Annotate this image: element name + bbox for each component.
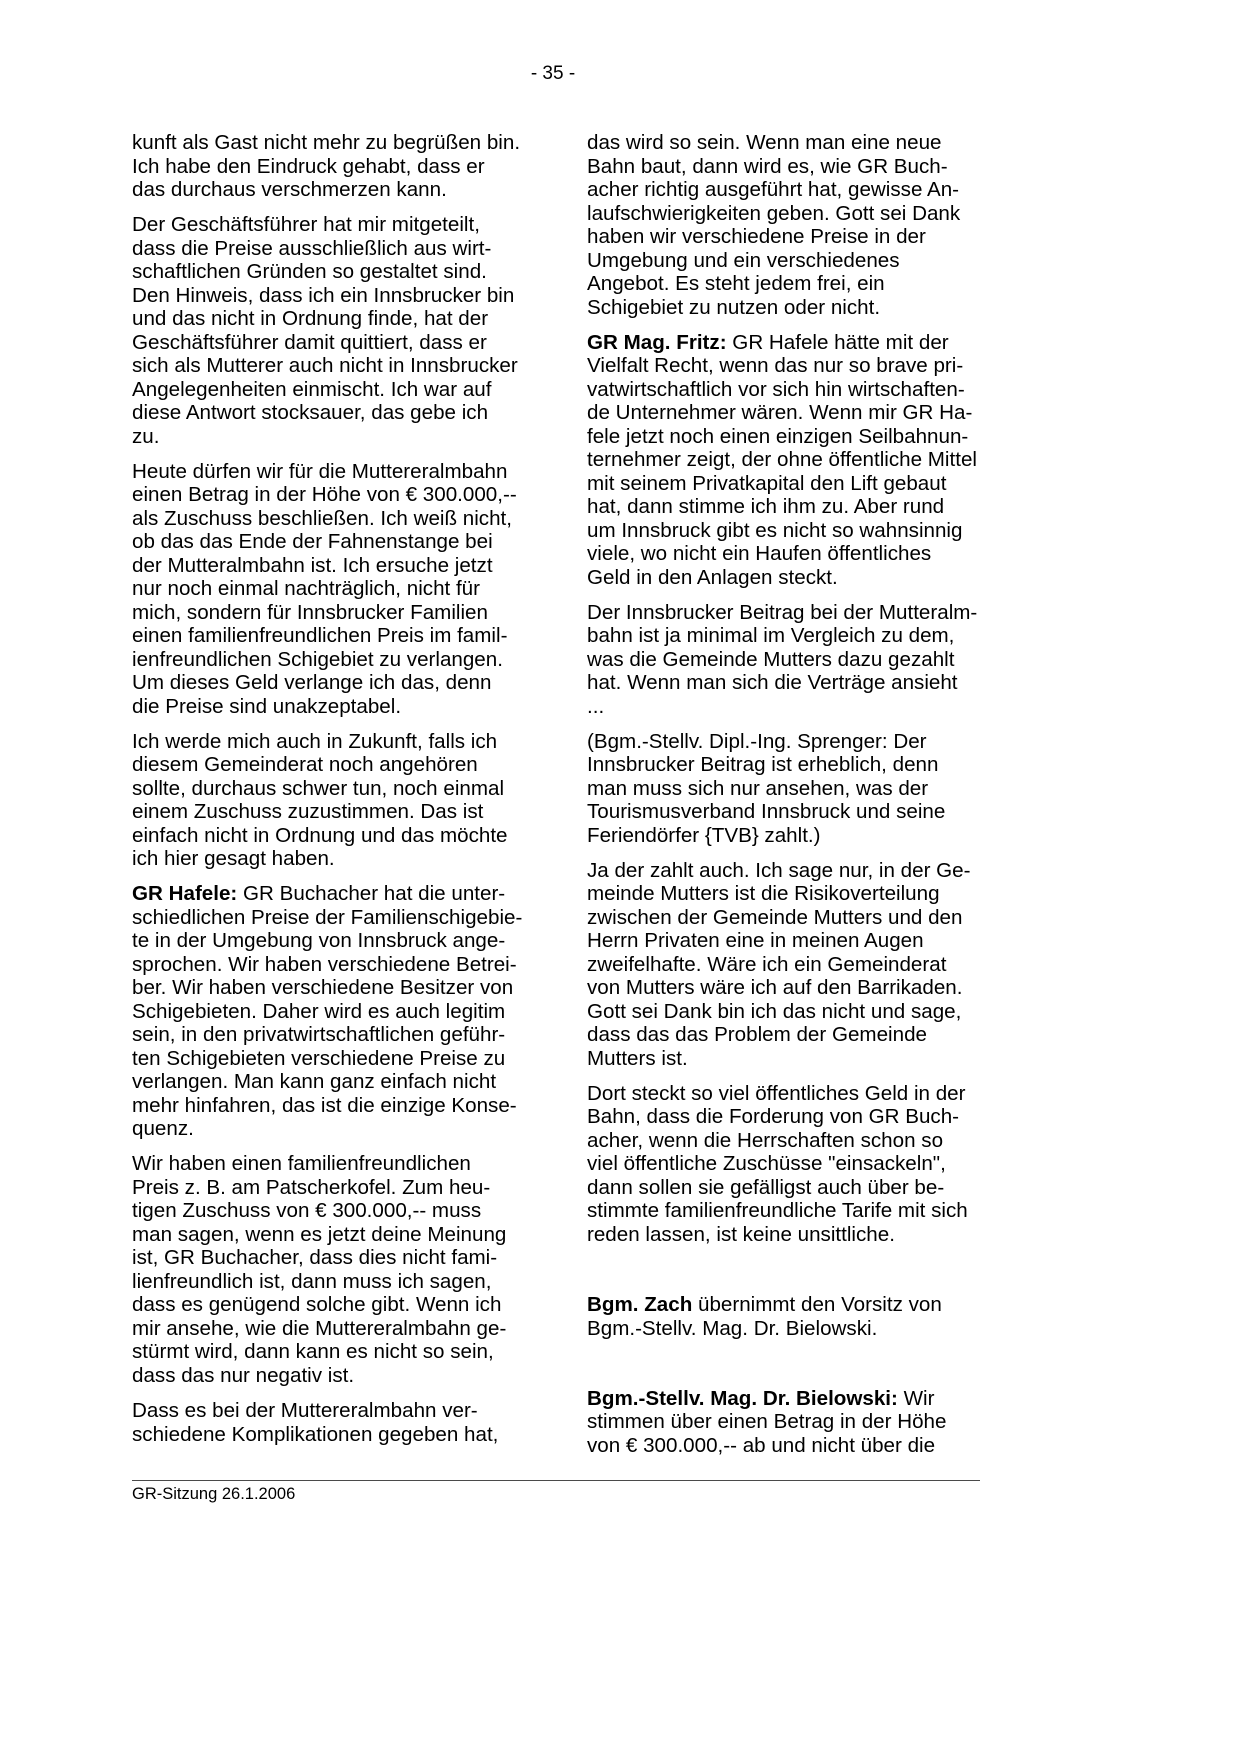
speaker-paragraph [587, 1352, 997, 1458]
right-column [587, 131, 997, 1469]
body-paragraph: Heute dürfen wir für die Muttereralmbahn einen Betrag in der Höhe von € 300.000,-- als Zuschuss beschließen. Ich weiß nicht, ob das das Ende der Fahnenstange bei der Mutteralmbahn ist. Ich ersuche jetzt nur noch einmal nachträglich, nicht für mich, sondern für Innsbrucker Familien einen familienfreundlichen Preis im famil- ienfreundlichen Schigebiet zu verlangen. Um dieses Geld verlange ich das, denn die Preise sind unakzeptabel. [132, 459, 517, 718]
page-number: - 35 - [530, 63, 576, 84]
footer-divider [132, 1480, 980, 1481]
speaker-paragraph [132, 882, 542, 1141]
paragraph-text: GR Buchacher hat die unter- schiedlichen Preise der Familienschigebie- te in der Umgebung von Innsbruck ange- sprochen. Wir haben verschiedene Betrei- ber. Wir haben verschiedene Besitzer von Schigebieten. Daher wird es auch legitim sein, in den privatwirtschaftlichen geführ- ten Schigebieten verschiedene Preise zu verlangen. Man kann ganz einfach nicht mehr hinfahren, das ist die einzige Konse- quenz. [132, 882, 523, 1141]
chair-change-paragraph [587, 1258, 997, 1340]
body-paragraph: Ich werde mich auch in Zukunft, falls ich diesem Gemeinderat noch angehören sollte, durchaus schwer tun, noch einmal einem Zuschuss zuzustimmen. Das ist einfach nicht in Ordnung und das möchte ich hier gesagt haben. [132, 729, 508, 871]
speaker-name: Bgm.-Stellv. Mag. Dr. Bielowski: [587, 1386, 898, 1410]
paragraph-text: übernimmt den Vorsitz von Bgm.-Stellv. Mag. Dr. Bielowski. [587, 1293, 942, 1340]
paragraph-text: GR Hafele hätte mit der Vielfalt Recht, wenn das nur so brave pri- vatwirtschaftlich vor sich hin wirtschaften- de Unternehmer wären. Wenn mir GR Ha- fele jetzt noch einen einzigen Seilbahnun- ternehmer zeigt, der ohne öffentliche Mittel mit seinem Privatkapital den Lift gebaut hat, dann stimme ich ihm zu. Aber rund um Innsbruck gibt es nicht so wahnsinnig viele, wo nicht ein Haufen öffentliches Geld in den Anlagen steckt. [587, 330, 977, 589]
body-paragraph: Dort steckt so viel öffentliches Geld in der Bahn, dass die Forderung von GR Buch- acher, wenn die Herrschaften schon so viel öffentliche Zuschüsse "einsackeln", dann sollen sie gefälligst auch über be- stimmte familienfreundliche Tarife mit sich reden lassen, ist keine unsittliche. [587, 1081, 968, 1246]
interjection-paragraph: (Bgm.-Stellv. Dipl.-Ing. Sprenger: Der Innsbrucker Beitrag ist erheblich, denn man muss sich nur ansehen, was der Tourismusverband Innsbruck und seine Feriendörfer {TVB} zahlt.) [587, 729, 946, 847]
footer-session-label: GR-Sitzung 26.1.2006 [132, 1485, 296, 1503]
body-paragraph: kunft als Gast nicht mehr zu begrüßen bin. Ich habe den Eindruck gehabt, dass er das durchaus verschmerzen kann. [132, 131, 521, 201]
speaker-name: Bgm. Zach [587, 1293, 693, 1317]
body-paragraph: Wir haben einen familienfreundlichen Preis z. B. am Patscherkofel. Zum heu- tigen Zuschuss von € 300.000,-- muss man sagen, wenn es jetzt deine Meinung ist, GR Buchacher, dass dies nicht fami- lienfreundlich ist, dann muss ich sagen, dass es genügend solche gibt. Wenn ich mir ansehe, wie die Muttereralmbahn ge- stürmt wird, dann kann es nicht so sein, dass das nur negativ ist. [132, 1152, 507, 1387]
body-paragraph: das wird so sein. Wenn man eine neue Bahn baut, dann wird es, wie GR Buch- acher richtig ausgeführt hat, gewisse An- laufschwierigkeiten geben. Gott sei Dank haben wir verschiedene Preise in der Umgebung und ein verschiedenes Angebot. Es steht jedem frei, ein Schigebiet zu nutzen oder nicht. [587, 131, 961, 319]
paragraph-text: Wir stimmen über einen Betrag in der Höhe von € 300.000,-- ab und nicht über die [587, 1386, 947, 1457]
speaker-paragraph [587, 331, 997, 590]
left-column [132, 131, 542, 1458]
body-paragraph: Dass es bei der Muttereralmbahn ver- schiedene Komplikationen gegeben hat, [132, 1399, 499, 1446]
body-paragraph: Ja der zahlt auch. Ich sage nur, in der Ge- meinde Mutters ist die Risikoverteilung zwischen der Gemeinde Mutters und den Herrn Privaten eine in meinen Augen zweifelhafte. Wäre ich ein Gemeinderat von Mutters wäre ich auf den Barrikaden. Gott sei Dank bin ich das nicht und sage, dass das das Problem der Gemeinde Mutters ist. [587, 858, 971, 1070]
speaker-name: GR Hafele: [132, 882, 238, 906]
speaker-name: GR Mag. Fritz: [587, 330, 727, 354]
body-paragraph: Der Geschäftsführer hat mir mitgeteilt, dass die Preise ausschließlich aus wirt- schaftlichen Gründen so gestaltet sind. Den Hinweis, dass ich ein Innsbrucker bin und das nicht in Ordnung finde, hat der Geschäftsführer damit quittiert, dass er sich als Mutterer auch nicht in Innsbrucker Angelegenheiten einmischt. Ich war auf diese Antwort stocksauer, das gebe ich zu. [132, 213, 518, 448]
body-paragraph: Der Innsbrucker Beitrag bei der Mutteralm- bahn ist ja minimal im Vergleich zu dem, was die Gemeinde Mutters dazu gezahlt hat. Wenn man sich die Verträge ansieht ... [587, 600, 978, 718]
